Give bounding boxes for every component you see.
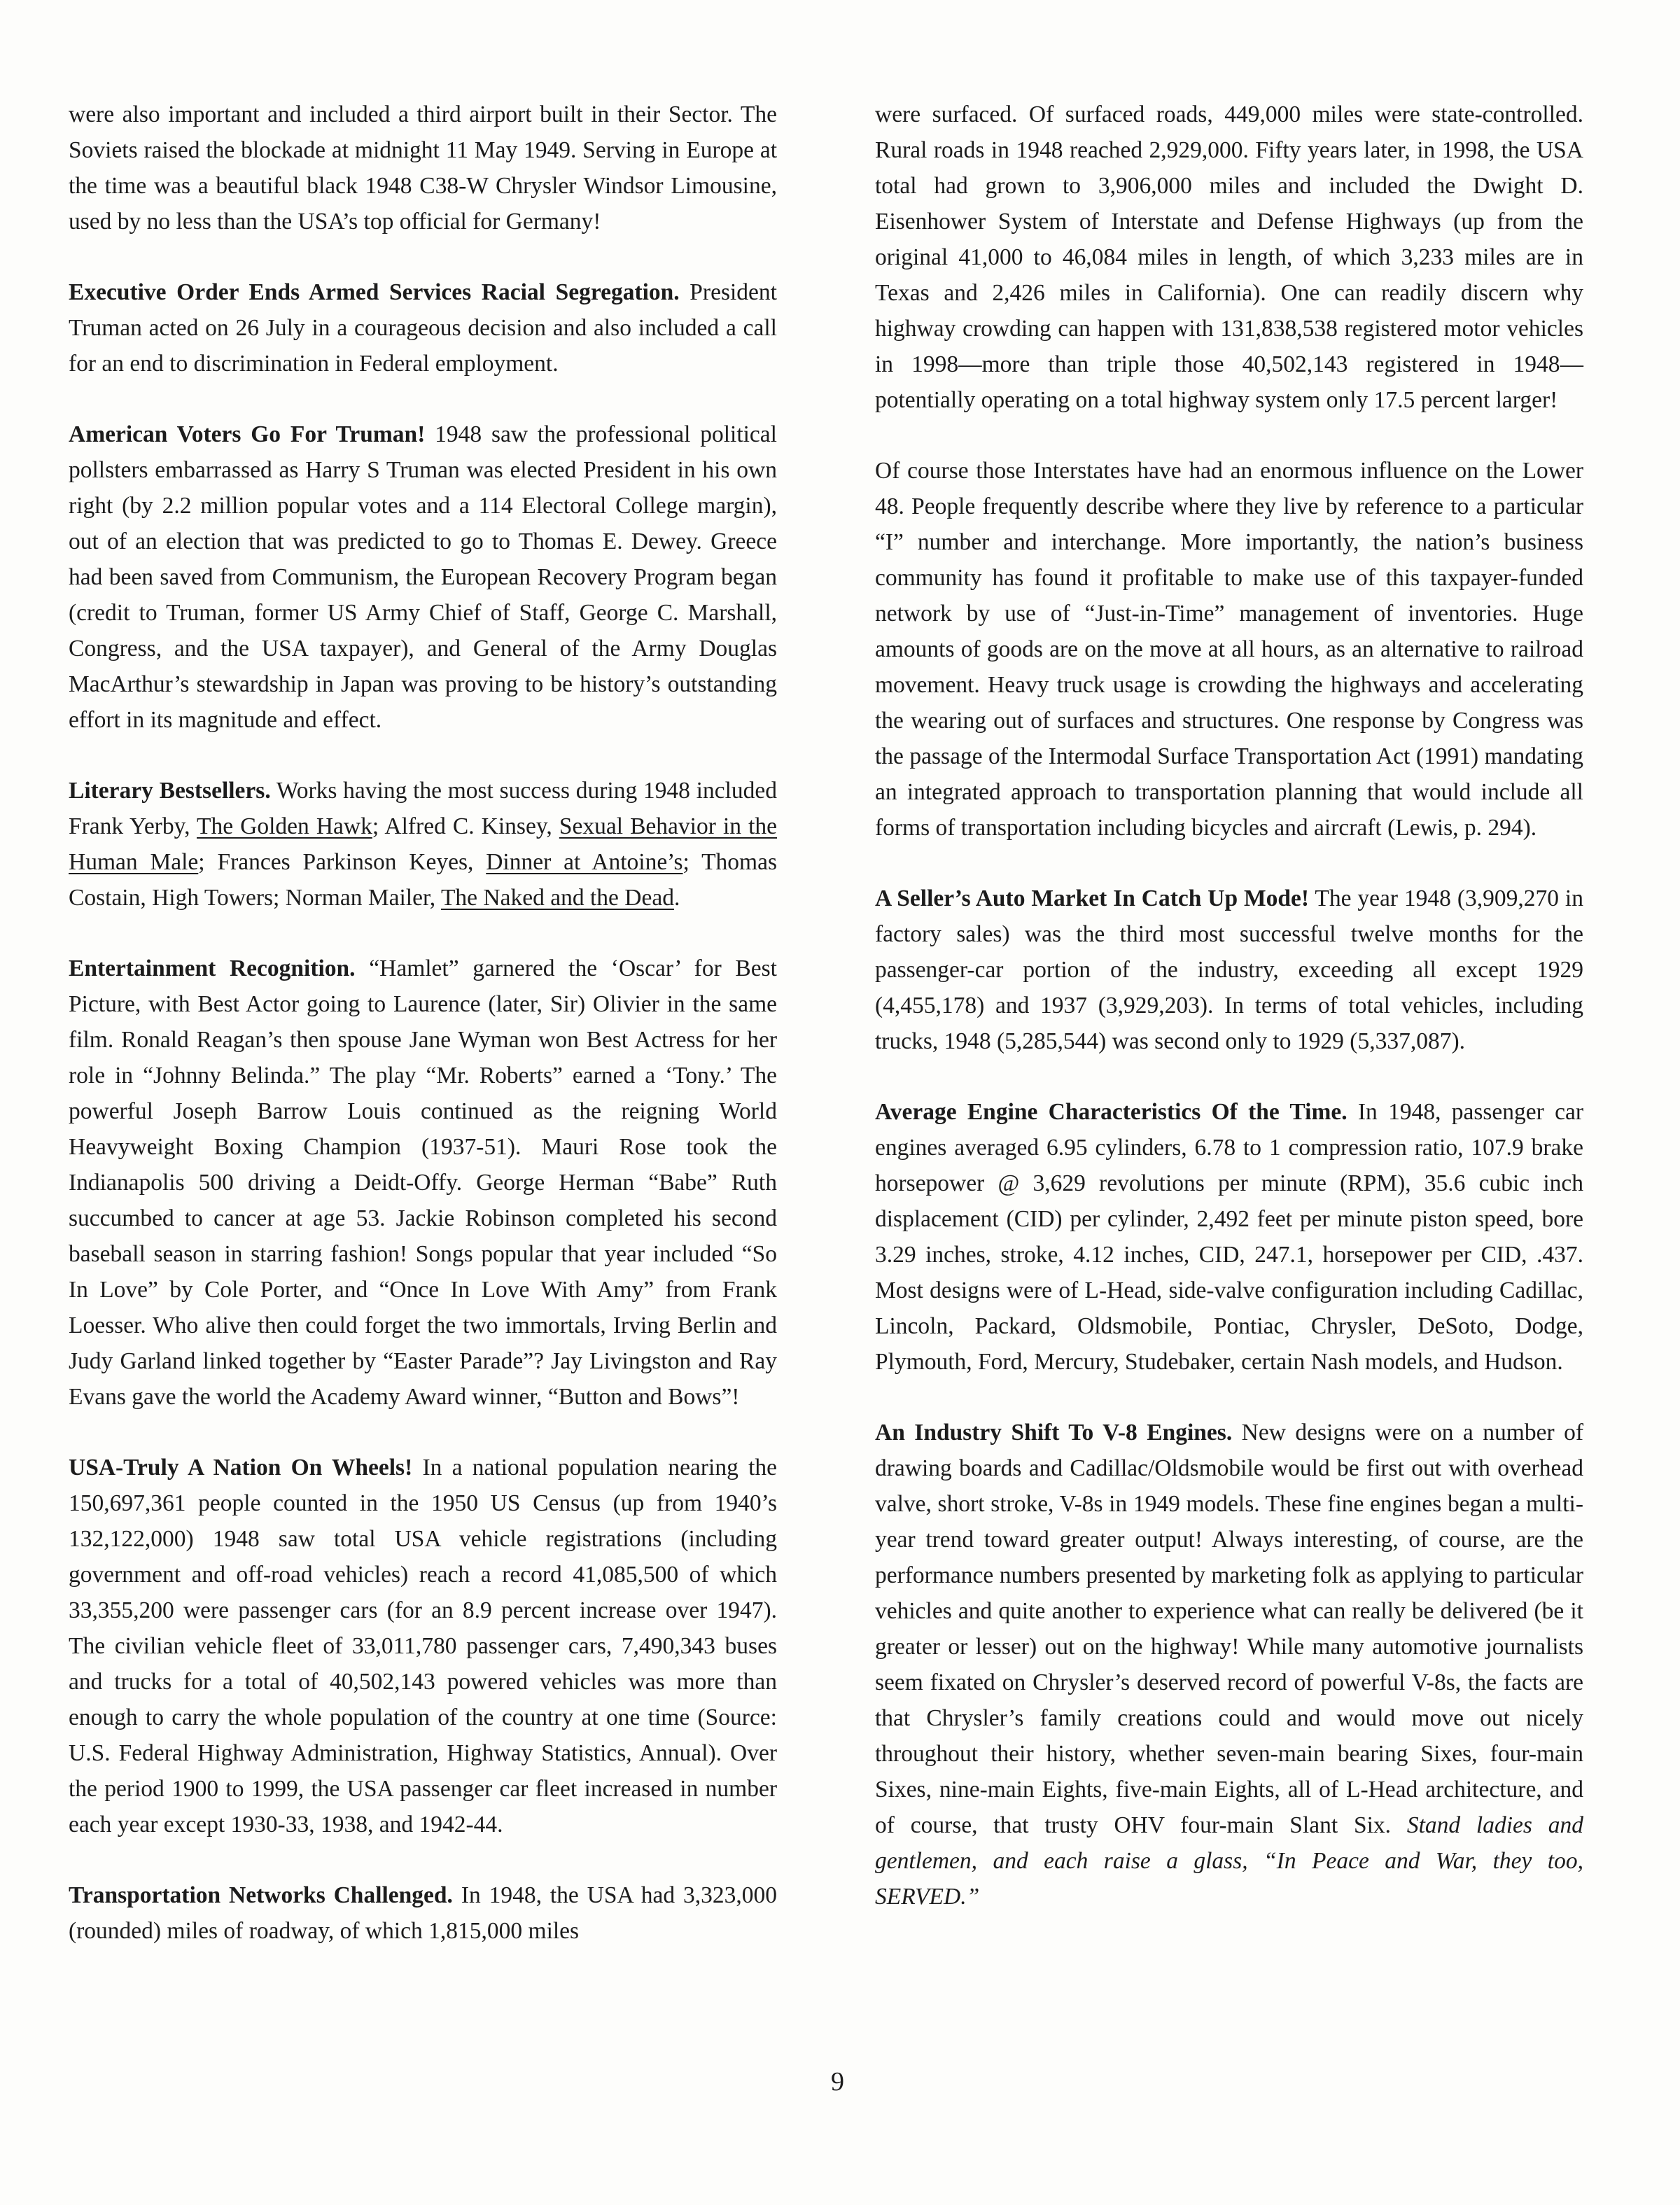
section-heading: Executive Order Ends Armed Services Racial Segregation. bbox=[69, 279, 680, 305]
paragraph-engine-characteristics bbox=[875, 1094, 1583, 1380]
book-title: Sexual Behavior in the Human Male bbox=[69, 813, 777, 875]
paragraph-text: “Hamlet” garnered the ‘Oscar’ for Best Picture, with Best Actor going to Laurence (later, Sir) Olivier in the same film. Ronald Reagan’s then spouse Jane Wyman won Best Actress for her role in “Johnny Belinda.” The play “Mr. Roberts” earned a ‘Tony.’ The powerful Joseph Barrow Louis continued as the reigning World Heavyweight Boxing Champion (1937-51). Mauri Rose took the Indianapolis 500 driving a Deidt-Offy. George Herman “Babe” Ruth succumbed to cancer at age 53. Jackie Robinson completed his second baseball season in starring fashion! Songs popular that year included “So In Love” by Cole Porter, and “Once In Love With Amy” from Frank Loesser. Who alive then could forget the two immortals, Irving Berlin and Judy Garland linked together by “Easter Parade”? Jay Livingston and Ray Evans gave the world the Academy Award winner, “Button and Bows”! bbox=[69, 955, 777, 1410]
section-heading: Average Engine Characteristics Of the Time. bbox=[875, 1099, 1348, 1125]
paragraph-text: In 1948, the USA had 3,323,000 (rounded) miles of roadway, of which 1,815,000 miles bbox=[69, 1882, 778, 1944]
paragraph-text: were also important and included a third airport built in their Sector. The Soviets raised the blockade at midnight 11 May 1949. Serving in Europe at the time was a beautiful black 1948 C38-W Chrysler Windsor Limousine, used by no less than the USA’s top official for Germany! bbox=[69, 102, 777, 234]
left-column bbox=[69, 97, 777, 1949]
book-title: The Naked and the Dead bbox=[440, 885, 674, 911]
paragraph-text: were surfaced. Of surfaced roads, 449,000 miles were state-controlled. Rural roads in 1948 reached 2,929,000. Fifty years later, in 1998, the USA total had grown to 3,906,000 miles and included the Dwight D. Eisenhower System of Interstate and Defense Highways (up from the original 41,000 to 46,084 miles in length, of which 3,233 miles are in Texas and 2,426 miles in California). One can readily discern why highway crowding can happen with 131,838,538 registered motor vehicles in 1998—more than triple those 40,502,143 registered in 1948—potentially operating on a total highway system only 17.5 percent larger! bbox=[875, 102, 1583, 413]
paragraph-nation-on-wheels bbox=[69, 1450, 777, 1842]
paragraph-text: The year 1948 (3,909,270 in factory sales) was the third most successful twelve months for the passenger-car portion of the industry, exceeding all except 1929 (4,455,178) and 1937 (3,929,203). In terms of total vehicles, including trucks, 1948 (5,285,544) was second only to 1929 (5,337,087). bbox=[875, 886, 1583, 1054]
section-heading: USA-Truly A Nation On Wheels! bbox=[69, 1455, 413, 1480]
paragraph-text: ; Alfred C. Kinsey, bbox=[372, 813, 559, 839]
paragraph-voters-truman bbox=[69, 416, 777, 738]
paragraph-berlin-airlift-continued bbox=[69, 97, 777, 239]
paragraph-text: ; Thomas Costain, High Towers; Norman Mailer, bbox=[69, 849, 777, 911]
section-heading: A Seller’s Auto Market In Catch Up Mode! bbox=[875, 886, 1310, 911]
right-column bbox=[875, 97, 1583, 1914]
paragraph-text: Of course those Interstates have had an enormous influence on the Lower 48. People frequently describe where they live by reference to a particular “I” number and interchange. More importantly, the nation’s business community has found it profitable to make use of this taxpayer-funded network by use of “Just-in-Time” management of inventories. Huge amounts of goods are on the move at all hours, as an alternative to railroad movement. Heavy truck usage is crowding the highways and accelerating the wearing out of surfaces and structures. One response by Congress was the passage of the Intermodal Surface Transportation Act (1991) mandating an integrated approach to transportation planning that would include all forms of transportation including bicycles and aircraft (Lewis, p. 294). bbox=[875, 458, 1583, 841]
paragraph-literary-bestsellers bbox=[69, 773, 777, 916]
closing-toast: Stand ladies and gentlemen, and each raise a glass, “In Peace and War, they too, SERVED.” bbox=[875, 1812, 1584, 1910]
book-title: Dinner at Antoine’s bbox=[486, 849, 683, 875]
paragraph-roads-continued bbox=[875, 97, 1583, 418]
paragraph-text: New designs were on a number of drawing boards and Cadillac/Oldsmobile would be first out with overhead valve, short stroke, V-8s in 1949 models. These fine engines began a multi-year trend toward greater output! Always interesting, of course, are the performance numbers presented by marketing folk as applying to particular vehicles and quite another to experience what can really be delivered (be it greater or lesser) out on the highway! While many automotive journalists seem fixated on Chrysler’s deserved record of powerful V-8s, the facts are that Chrysler’s family creations could and would move out nicely throughout their history, whether seven-main bearing Sixes, four-main Sixes, nine-main Eights, five-main Eights, all of L-Head architecture, and of course, that trusty OHV four-main Slant Six. bbox=[875, 1420, 1583, 1838]
paragraph-sellers-market bbox=[875, 881, 1583, 1059]
paragraph-entertainment bbox=[69, 951, 777, 1415]
paragraph-executive-order bbox=[69, 274, 777, 382]
paragraph-text: ; Frances Parkinson Keyes, bbox=[198, 849, 486, 875]
paragraph-text: . bbox=[673, 885, 680, 911]
paragraph-text: Works having the most success during 1948 included Frank Yerby, bbox=[69, 778, 778, 839]
section-heading: American Voters Go For Truman! bbox=[69, 421, 426, 447]
paragraph-text: President Truman acted on 26 July in a courageous decision and also included a call for an end to discrimination in Federal employment. bbox=[69, 279, 777, 377]
section-heading: Literary Bestsellers. bbox=[69, 778, 271, 804]
paragraph-interstates bbox=[875, 453, 1583, 846]
paragraph-text: In a national population nearing the 150,697,361 people counted in the 1950 US Census (up from 1940’s 132,122,000) 1948 saw total USA vehicle registrations (including government and off-road vehicles) reach a record 41,085,500 of which 33,355,200 were passenger cars (for an 8.9 percent increase over 1947). The civilian vehicle fleet of 33,011,780 passenger cars, 7,490,343 buses and trucks for a total of 40,502,143 powered vehicles was more than enough to carry the whole population of the country at one time (Source: U.S. Federal Highway Administration, Highway Statistics, Annual). Over the period 1900 to 1999, the USA passenger car fleet increased in number each year except 1930-33, 1938, and 1942-44. bbox=[69, 1455, 777, 1837]
paragraph-transportation-networks bbox=[69, 1877, 777, 1949]
section-heading: Transportation Networks Challenged. bbox=[69, 1882, 453, 1908]
paragraph-text: 1948 saw the professional political pollsters embarrassed as Harry S Truman was elected President in his own right (by 2.2 million popular votes and a 114 Electoral College margin), out of an election that was predicted to go to Thomas E. Dewey. Greece had been saved from Communism, the European Recovery Program began (credit to Truman, former US Army Chief of Staff, George C. Marshall, Congress, and the USA taxpayer), and General of the Army Douglas MacArthur’s stewardship in Japan was proving to be history’s outstanding effort in its magnitude and effect. bbox=[69, 421, 777, 733]
page-number: 9 bbox=[831, 2067, 844, 2096]
section-heading: Entertainment Recognition. bbox=[69, 955, 356, 981]
section-heading: An Industry Shift To V-8 Engines. bbox=[875, 1420, 1233, 1446]
paragraph-v8-shift bbox=[875, 1415, 1583, 1914]
book-title: The Golden Hawk bbox=[197, 813, 372, 839]
paragraph-text: In 1948, passenger car engines averaged 6.95 cylinders, 6.78 to 1 compression ratio, 107.9 brake horsepower @ 3,629 revolutions per minute (RPM), 35.6 cubic inch displacement (CID) per cylinder, 2,492 feet per minute piston speed, bore 3.29 inches, stroke, 4.12 inches, CID, 247.1, horsepower per CID, .437. Most designs were of L-Head, side-valve configuration including Cadillac, Lincoln, Packard, Oldsmobile, Pontiac, Chrysler, DeSoto, Dodge, Plymouth, Ford, Mercury, Studebaker, certain Nash models, and Hudson. bbox=[875, 1099, 1583, 1375]
